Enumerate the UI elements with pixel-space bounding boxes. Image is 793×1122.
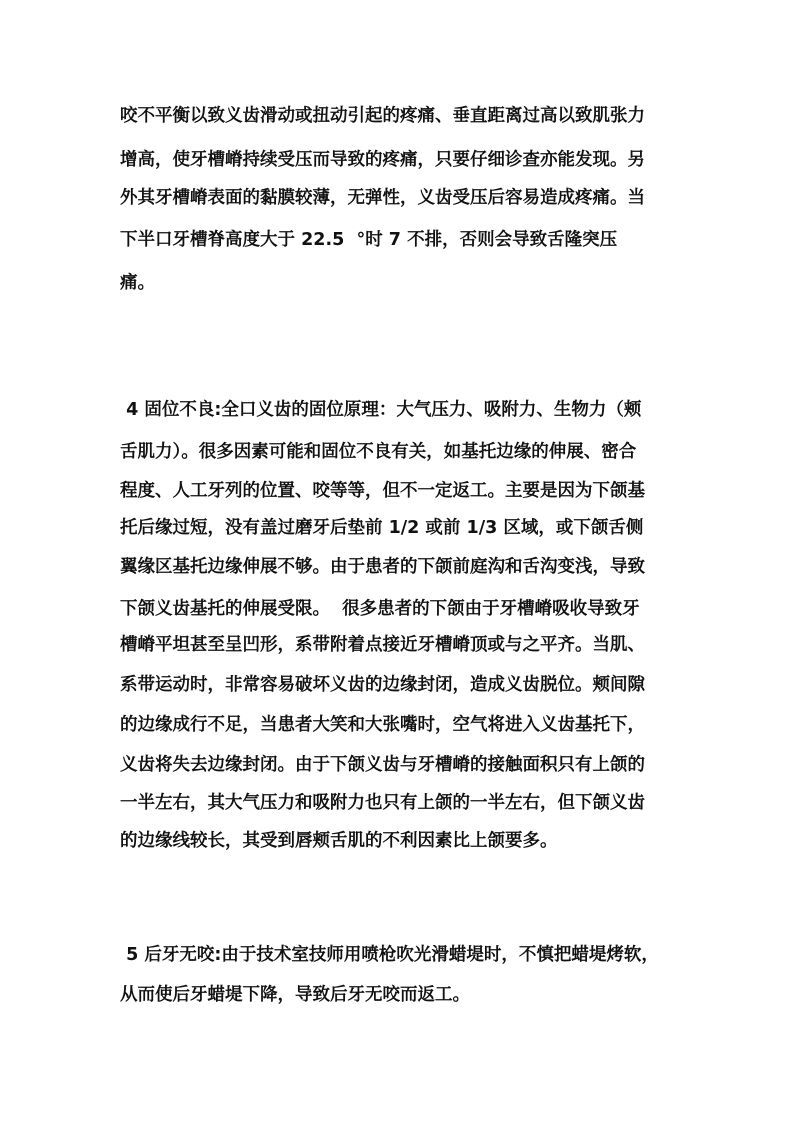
text-line: 下半口牙槽脊高度大于 22.5 °时 7 不排，否则会导致舌隆突压 bbox=[120, 230, 618, 250]
text-line: 4 固位不良:全口义齿的固位原理：大气压力、吸附力、生物力（颊 bbox=[120, 400, 642, 420]
text-line: 痛。 bbox=[120, 273, 155, 293]
text-line: 从而使后牙蜡堤下降，导致后牙无咬而返工。 bbox=[120, 985, 470, 1005]
text-line: 咬不平衡以致义齿滑动或扭动引起的疼痛、垂直距离过高以致肌张力 bbox=[120, 106, 645, 126]
text-line: 一半左右，其大气压力和吸附力也只有上颌的一半左右，但下颌义齿 bbox=[120, 793, 645, 813]
text-line: 翼缘区基托边缘伸展不够。由于患者的下颌前庭沟和舌沟变浅，导致 bbox=[120, 557, 645, 577]
text-line: 的边缘线较长，其受到唇颊舌肌的不利因素比上颌要多。 bbox=[120, 831, 558, 851]
text-line: 系带运动时，非常容易破坏义齿的边缘封闭，造成义齿脱位。颊间隙 bbox=[120, 675, 645, 695]
text-line: 托后缘过短，没有盖过磨牙后垫前 1/2 或前 1/3 区域，或下颌舌侧 bbox=[120, 518, 644, 538]
text-line: 外其牙槽嵴表面的黏膜较薄，无弹性，义齿受压后容易造成疼痛。当 bbox=[120, 188, 645, 208]
text-line: 5 后牙无咬:由于技术室技师用喷枪吹光滑蜡堤时，不慎把蜡堤烤软， bbox=[120, 945, 659, 965]
text-line: 下颌义齿基托的伸展受限。 很多患者的下颌由于牙槽嵴吸收导致牙 bbox=[120, 599, 640, 619]
text-line: 义齿将失去边缘封闭。由于下颌义齿与牙槽嵴的接触面积只有上颌的 bbox=[120, 755, 645, 775]
text-line: 程度、人工牙列的位置、咬等等，但不一定返工。主要是因为下颌基 bbox=[120, 481, 645, 501]
text-line: 舌肌力）。很多因素可能和固位不良有关，如基托边缘的伸展、密合 bbox=[120, 442, 637, 462]
text-line: 槽嵴平坦甚至呈凹形，系带附着点接近牙槽嵴顶或与之平齐。当肌、 bbox=[120, 635, 645, 655]
text-line: 增高，使牙槽嵴持续受压而导致的疼痛，只要仔细诊查亦能发现。另 bbox=[120, 150, 645, 170]
text-line: 的边缘成行不足，当患者大笑和大张嘴时，空气将进入义齿基托下， bbox=[120, 715, 645, 735]
